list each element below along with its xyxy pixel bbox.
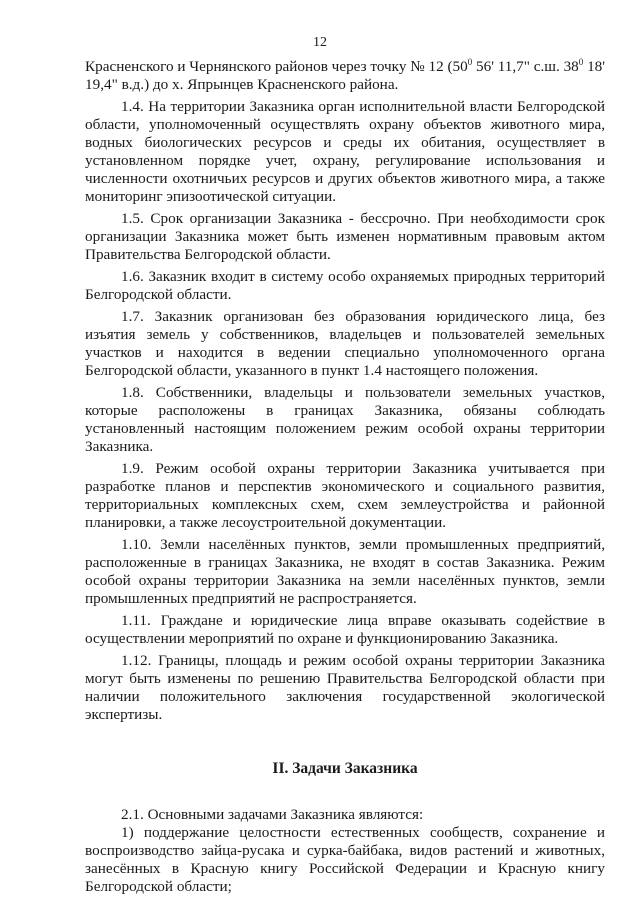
paragraph-1-8: 1.8. Собственники, владельцы и пользователи земельных участков, которые расположены в границах Заказника, обязаны соблюдать установленный настоящим положением режим особой охраны территории Заказника.: [85, 384, 605, 455]
degree-mark: 0: [467, 56, 473, 67]
document-body: [85, 58, 605, 896]
list-item-1: 1) поддержание целостности естественных сообществ, сохранение и воспроизводство зайца-русака и сурка-байбака, видов растений и животных, занесённых в Красную книгу Российской Федерации и Красную книгу Белгородской области;: [85, 824, 605, 895]
section-heading: II. Задачи Заказника: [272, 760, 418, 777]
paragraph-1-6: 1.6. Заказник входит в систему особо охраняемых природных территорий Белгородской области.: [85, 268, 605, 303]
paragraph-1-11: 1.11. Граждане и юридические лица вправе оказывать содействие в осуществлении мероприятий по охране и функционированию Заказника.: [85, 612, 605, 647]
paragraph-1-10: 1.10. Земли населённых пунктов, земли промышленных предприятий, расположенные в границах Заказника, не входят в состав Заказника. Режим особой охраны территории Заказника на земли населённых пунктов, земли промышленных предприятий не распространяется.: [85, 536, 605, 607]
degree-mark: 0: [578, 56, 584, 67]
paragraph-2-1: 2.1. Основными задачами Заказника являются:: [121, 806, 424, 823]
paragraph-1-7: 1.7. Заказник организован без образования юридического лица, без изъятия земель у собственников, владельцев и пользователей земельных участков и находится в ведении специально уполномоченного органа Белгородской области, указанного в пункт 1.4 настоящего положения.: [85, 308, 605, 379]
paragraph-1-5: 1.5. Срок организации Заказника - бессрочно. При необходимости срок организации Заказника может быть изменен нормативным правовым актом Правительства Белгородской области.: [85, 210, 605, 263]
paragraph-1-9: 1.9. Режим особой охраны территории Заказника учитывается при разработке планов и перспектив экономического и социального развития, территориальных комплексных схем, схем землеустройства и районной планировки, а также лесоустроительной документации.: [85, 460, 605, 531]
paragraph-1-4: 1.4. На территории Заказника орган исполнительной власти Белгородской области, уполномоченный осуществлять охрану объектов животного мира, водных биологических ресурсов и среды их обитания, осуществляет в установленном порядке учет, охрану, регулирование использования и численности охотничьих ресурсов и других объектов животного мира, а также мониторинг эпизоотической ситуации.: [85, 98, 605, 205]
paragraph-1-12: 1.12. Границы, площадь и режим особой охраны территории Заказника могут быть изменены по решению Правительства Белгородской области при наличии положительного заключения государственной экологической экспертизы.: [85, 652, 605, 723]
page-number: 12: [313, 35, 327, 50]
intro-paragraph: Красненского и Чернянского районов через точку № 12 ($50^0$ 56' 11,7" с.ш. $38^0$ 18' 19,4" в.д.) до х. Япрынцев Красненского района.: [85, 56, 606, 93]
